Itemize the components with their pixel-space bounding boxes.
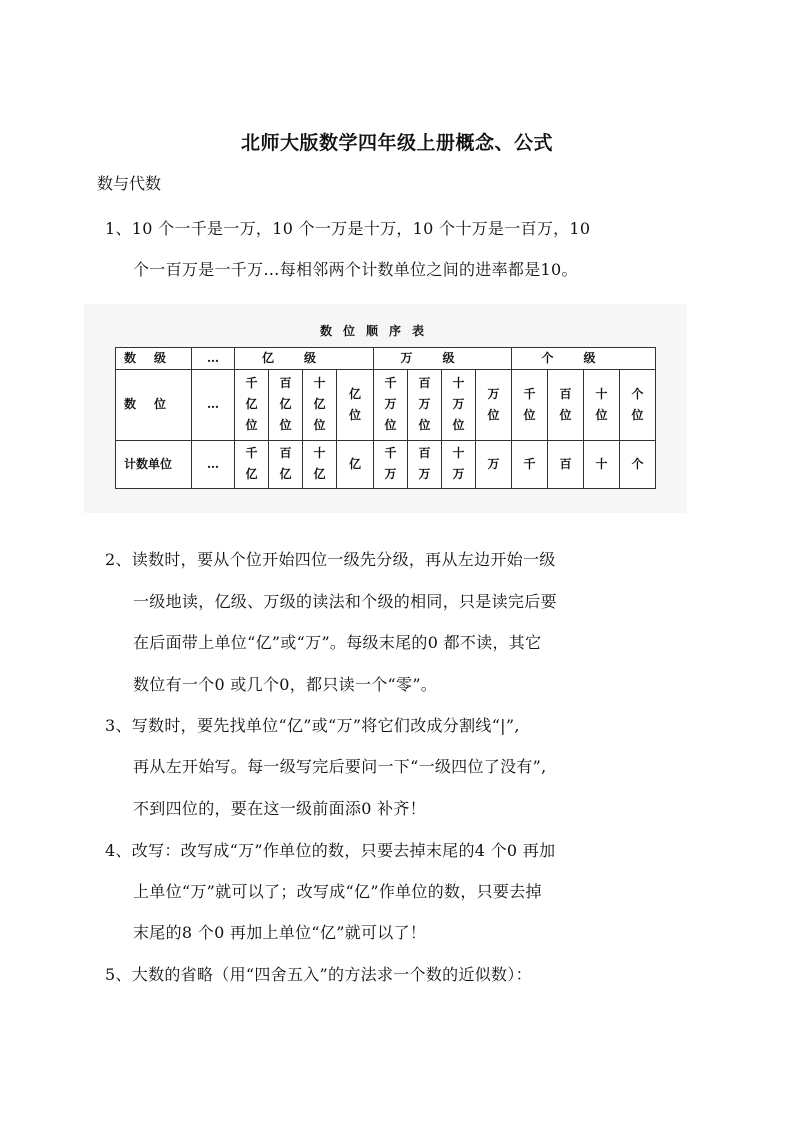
unit-cell: 十万: [442, 440, 476, 488]
unit-cell: 百亿: [269, 440, 303, 488]
row-label-level: 数级: [116, 348, 192, 370]
table-title: 数位顺序表: [320, 324, 436, 338]
section-heading: 数与代数: [97, 174, 162, 193]
item4-line1: 4、改写：改写成“万”作单位的数，只要去掉末尾的4 个0 再加: [105, 841, 556, 860]
item4-line2: 上单位“万”就可以了；改写成“亿”作单位的数，只要去掉: [133, 882, 542, 901]
item2-line2: 一级地读，亿级、万级的读法和个级的相同，只是读完后要: [133, 592, 557, 611]
place-cell: 百万位: [408, 370, 442, 441]
ellipsis-cell: …: [192, 370, 235, 441]
unit-cell: 十亿: [303, 440, 337, 488]
place-cell: 千亿位: [235, 370, 269, 441]
row-label-place: 数位: [116, 370, 192, 441]
ellipsis-cell: …: [192, 348, 235, 370]
unit-cell: 千万: [374, 440, 408, 488]
unit-cell: 十: [584, 440, 620, 488]
place-cell: 万位: [476, 370, 512, 441]
ellipsis-cell: …: [192, 440, 235, 488]
place-cell: 十位: [584, 370, 620, 441]
unit-cell: 千: [512, 440, 548, 488]
level-yi: 亿级: [235, 348, 374, 370]
item3-line1: 3、写数时，要先找单位“亿”或“万”将它们改成分割线“|”,: [105, 716, 520, 735]
item2-line3: 在后面带上单位“亿”或“万”。每级末尾的0 都不读，其它: [133, 633, 542, 652]
item1-line1: 1、10 个一千是一万，10 个一万是十万，10 个十万是一百万，10: [105, 219, 591, 238]
item2-line1: 2、读数时，要从个位开始四位一级先分级，再从左边开始一级: [105, 550, 556, 569]
item2-line4: 数位有一个0 或几个0，都只读一个“零”。: [133, 675, 438, 694]
unit-cell: 个: [620, 440, 656, 488]
row-label-unit: 计数单位: [116, 440, 192, 488]
level-ge: 个级: [512, 348, 656, 370]
place-cell: 千万位: [374, 370, 408, 441]
place-cell: 百位: [548, 370, 584, 441]
item5-line1: 5、大数的省略（用“四舍五入”的方法求一个数的近似数）：: [105, 965, 532, 984]
item4-line3: 末尾的8 个0 再加上单位“亿”就可以了！: [133, 923, 427, 942]
place-cell: 亿位: [337, 370, 374, 441]
place-cell: 千位: [512, 370, 548, 441]
place-value-table: [115, 347, 656, 489]
unit-cell: 万: [476, 440, 512, 488]
place-cell: 百亿位: [269, 370, 303, 441]
place-cell: 十万位: [442, 370, 476, 441]
place-cell: 十亿位: [303, 370, 337, 441]
level-wan: 万级: [374, 348, 512, 370]
unit-cell: 百: [548, 440, 584, 488]
item1-line2: 个一百万是一千万…每相邻两个计数单位之间的进率都是10。: [133, 260, 578, 279]
unit-cell: 百万: [408, 440, 442, 488]
item3-line2: 再从左开始写。每一级写完后要问一下“一级四位了没有”,: [133, 757, 547, 776]
unit-cell: 千亿: [235, 440, 269, 488]
place-cell: 个位: [620, 370, 656, 441]
unit-cell: 亿: [337, 440, 374, 488]
document-title: 北师大版数学四年级上册概念、公式: [240, 132, 553, 154]
item3-line3: 不到四位的，要在这一级前面添0 补齐！: [133, 799, 426, 818]
